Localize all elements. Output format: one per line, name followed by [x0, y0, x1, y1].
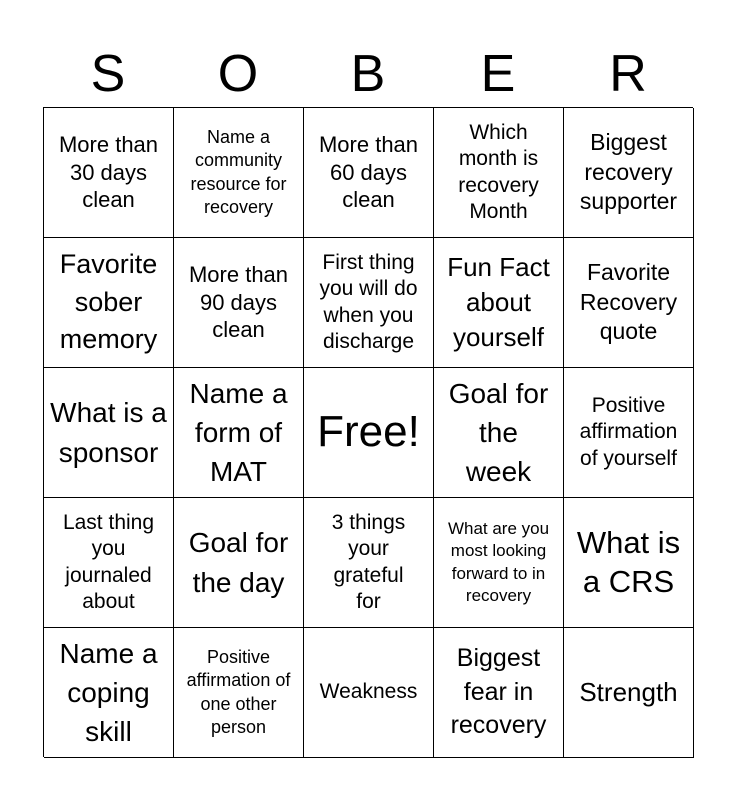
bingo-cell-r3c3[interactable] — [304, 368, 434, 498]
header-letter-b: B — [350, 45, 386, 103]
cell-label: Last thing you journaled about — [62, 511, 155, 613]
bingo-cell-r2c2[interactable] — [174, 238, 304, 368]
cell-label: Biggest recovery supporter — [579, 128, 678, 215]
cell-label: First thing you will do when you discharge — [319, 251, 418, 353]
bingo-cell-r2c4[interactable] — [434, 238, 564, 368]
header-letter-s: S — [90, 45, 126, 103]
bingo-cell-r3c2[interactable] — [174, 368, 304, 498]
cell-label: Favorite Recovery quote — [579, 258, 678, 345]
cell-label: Weakness — [319, 680, 418, 704]
header-letter-r: R — [609, 45, 647, 103]
cell-label: What is a sponsor — [50, 397, 167, 468]
bingo-cell-r1c5[interactable] — [564, 108, 694, 238]
cell-label: 3 things your grateful for — [331, 511, 406, 613]
cell-label: Positive affirmation of yourself — [579, 394, 678, 470]
cell-label: Goal for the day — [188, 527, 289, 598]
cell-label: Goal for the week — [448, 377, 549, 488]
cell-label: More than 60 days clean — [318, 132, 419, 213]
bingo-cell-r1c2[interactable] — [174, 108, 304, 238]
bingo-cell-r4c5[interactable] — [564, 498, 694, 628]
cell-label: More than 30 days clean — [58, 132, 159, 213]
cell-label: What is a CRS — [576, 524, 681, 599]
bingo-cell-r3c5[interactable] — [564, 368, 694, 498]
bingo-header — [43, 40, 693, 108]
free-space-label: Free! — [317, 407, 420, 457]
bingo-cell-r5c2[interactable] — [174, 628, 304, 758]
cell-label: Favorite sober memory — [59, 248, 158, 355]
bingo-cell-r1c3[interactable] — [304, 108, 434, 238]
bingo-board — [43, 107, 693, 757]
header-letter-o: O — [217, 45, 259, 103]
cell-label: Name a form of MAT — [189, 377, 288, 488]
bingo-cell-r5c3[interactable] — [304, 628, 434, 758]
bingo-cell-r5c5[interactable] — [564, 628, 694, 758]
bingo-cell-r3c4[interactable] — [434, 368, 564, 498]
cell-label: Positive affirmation of one other person — [186, 646, 291, 737]
cell-label: More than 90 days clean — [188, 262, 289, 343]
cell-label: What are you most looking forward to in recovery — [447, 519, 550, 605]
cell-label: Name a coping skill — [59, 637, 158, 748]
cell-label: Fun Fact about yourself — [447, 251, 550, 353]
cell-label: Strength — [579, 676, 678, 707]
bingo-cell-r5c4[interactable] — [434, 628, 564, 758]
bingo-cell-r3c1[interactable] — [44, 368, 174, 498]
bingo-cell-r4c4[interactable] — [434, 498, 564, 628]
bingo-cell-r2c3[interactable] — [304, 238, 434, 368]
bingo-cell-r4c2[interactable] — [174, 498, 304, 628]
bingo-cell-r5c1[interactable] — [44, 628, 174, 758]
cell-label: Biggest fear in recovery — [450, 643, 547, 740]
bingo-cell-r1c1[interactable] — [44, 108, 174, 238]
header-letter-e: E — [480, 45, 516, 103]
bingo-cell-r4c1[interactable] — [44, 498, 174, 628]
bingo-cell-r1c4[interactable] — [434, 108, 564, 238]
bingo-cell-r2c1[interactable] — [44, 238, 174, 368]
cell-label: Name a community resource for recovery — [190, 126, 287, 217]
cell-label: Which month is recovery Month — [458, 121, 539, 223]
bingo-cell-r4c3[interactable] — [304, 498, 434, 628]
bingo-cell-r2c5[interactable] — [564, 238, 694, 368]
